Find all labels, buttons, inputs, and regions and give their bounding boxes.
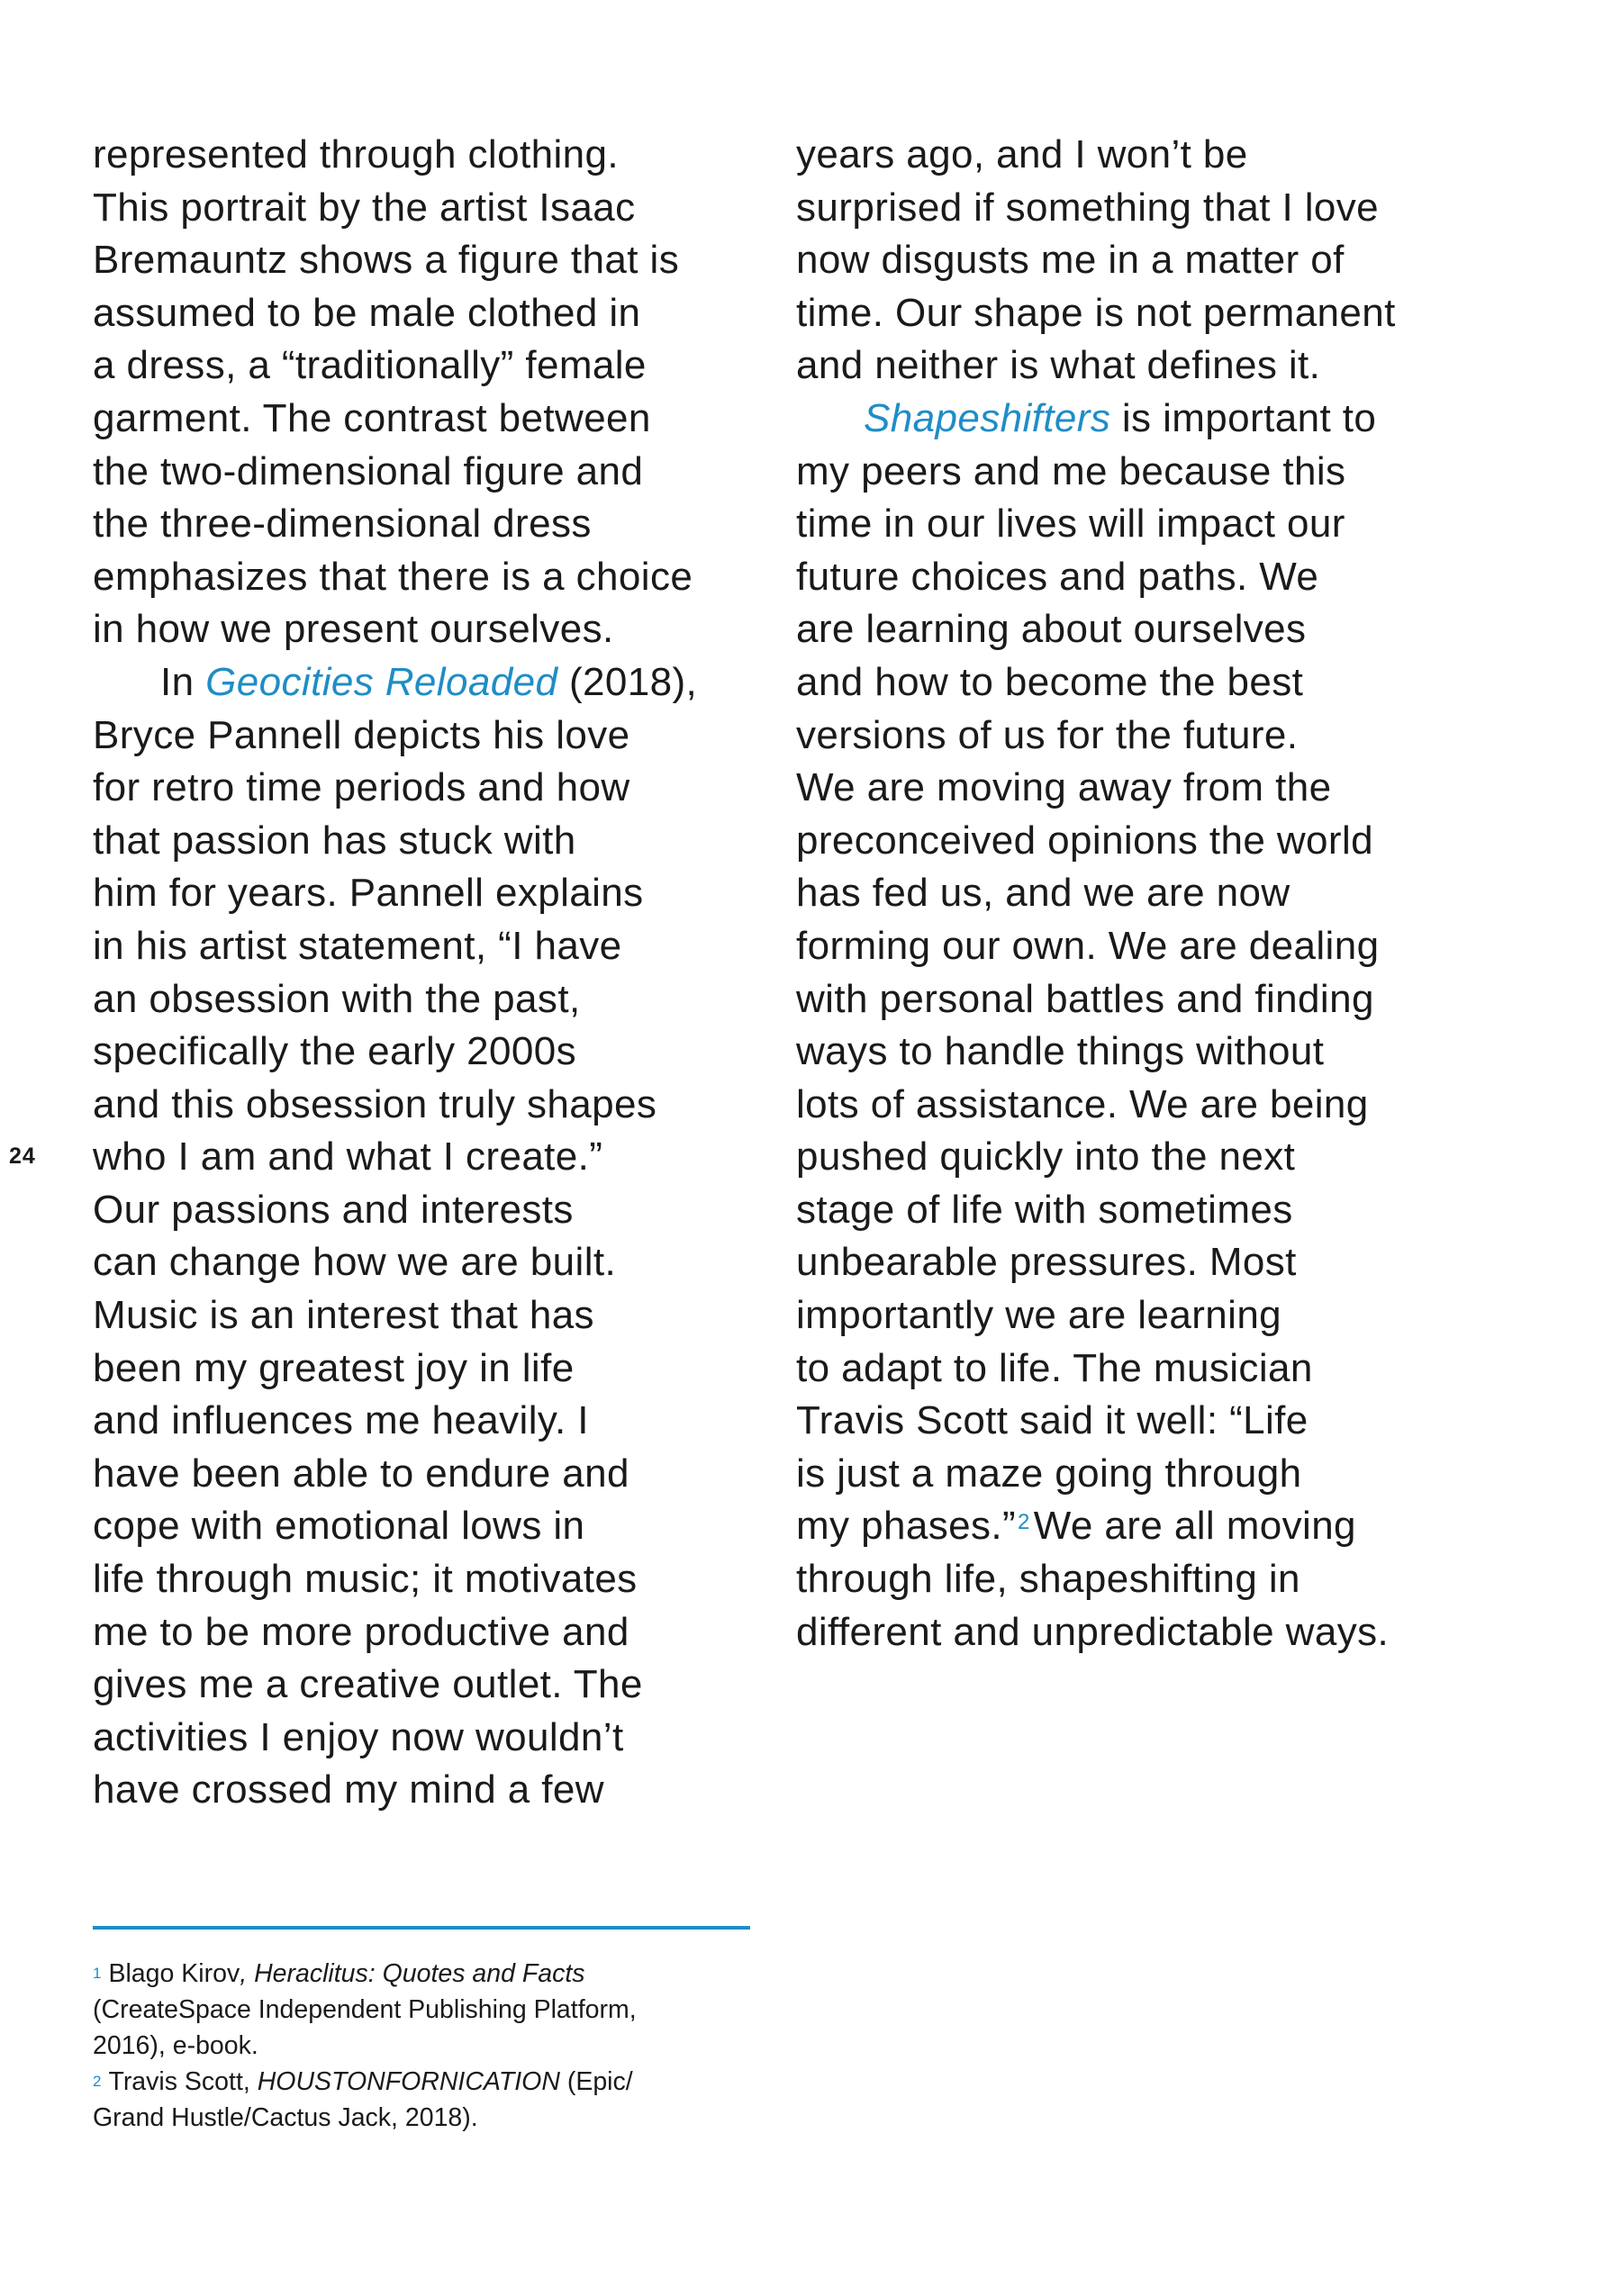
text-fragment: , — [240, 1959, 255, 1988]
text-line: in how we present ourselves. — [93, 607, 614, 652]
text-line: cope with emotional lows in — [93, 1504, 585, 1549]
text-line: are learning about ourselves — [796, 607, 1307, 652]
text-line: versions of us for the future. — [796, 712, 1299, 757]
text-line: We are moving away from the — [796, 765, 1332, 810]
right-column — [796, 129, 1481, 1659]
paragraph-start-line — [93, 656, 759, 710]
footnote-author: Travis Scott, — [108, 2067, 258, 2096]
text-line: have been able to endure and — [93, 1451, 629, 1496]
text-line: for retro time periods and how — [93, 765, 630, 810]
page-number: 24 — [9, 1143, 36, 1169]
text-fragment: We are all moving — [1033, 1504, 1356, 1549]
text-line: the two-dimensional figure and — [93, 448, 644, 493]
footnote-title: HOUSTONFORNICATION — [257, 2067, 560, 2096]
text-line: and influences me heavily. I — [93, 1398, 589, 1443]
paragraph-start-line — [796, 393, 1481, 446]
text-line: different and unpredictable ways. — [796, 1609, 1390, 1654]
text-line: lots of assistance. We are being — [796, 1081, 1369, 1126]
text-fragment: is important to — [1110, 395, 1377, 440]
footnote-title: Heraclitus: Quotes and Facts — [254, 1959, 585, 1988]
text-line: that passion has stuck with — [93, 818, 576, 863]
text-line: Bremauntz shows a figure that is — [93, 238, 680, 283]
footnote-number: 1 — [93, 1965, 102, 1982]
footnotes — [93, 1956, 637, 2136]
text-line: time. Our shape is not permanent — [796, 290, 1396, 335]
footnote-ref-2[interactable]: 2 — [1018, 1510, 1030, 1535]
text-line: This portrait by the artist Isaac — [93, 185, 636, 230]
text-line: pushed quickly into the next — [796, 1134, 1296, 1180]
text-line: gives me a creative outlet. The — [93, 1662, 643, 1707]
footnote-divider — [93, 1926, 750, 1930]
footnote-1 — [93, 1956, 637, 1992]
text-line: my peers and me because this — [796, 448, 1346, 493]
text-line: surprised if something that I love — [796, 185, 1380, 230]
text-line: a dress, a “traditionally” female — [93, 343, 647, 388]
text-line: preconceived opinions the world — [796, 818, 1374, 863]
text-line: Bryce Pannell depicts his love — [93, 712, 630, 757]
text-line: life through music; it motivates — [93, 1557, 638, 1602]
footnote-author: Blago Kirov — [108, 1959, 240, 1988]
text-line: is just a maze going through — [796, 1451, 1302, 1496]
exhibition-title-shapeshifters: Shapeshifters — [864, 395, 1111, 440]
text-line: time in our lives will impact our — [796, 502, 1345, 547]
text-line: stage of life with sometimes — [796, 1187, 1293, 1232]
text-line: represented through clothing. — [93, 132, 619, 176]
text-line: to adapt to life. The musician — [796, 1345, 1313, 1390]
text-line: assumed to be male clothed in — [93, 290, 641, 335]
text-line: have crossed my mind a few — [93, 1767, 604, 1812]
text-line: specifically the early 2000s — [93, 1029, 577, 1074]
text-line: Travis Scott said it well: “Life — [796, 1398, 1309, 1443]
text-line: forming our own. We are dealing — [796, 923, 1380, 968]
text-line: future choices and paths. We — [796, 554, 1319, 599]
text-line: ways to handle things without — [796, 1029, 1325, 1074]
text-line: the three-dimensional dress — [93, 502, 592, 547]
footnote-number: 2 — [93, 2073, 102, 2090]
text-line: can change how we are built. — [93, 1240, 617, 1285]
text-fragment: my phases.” — [796, 1504, 1017, 1549]
footnote-1-line-3: 2016), e-book. — [93, 2031, 258, 2060]
text-line: Music is an interest that has — [93, 1293, 594, 1338]
text-line: now disgusts me in a matter of — [796, 238, 1345, 283]
text-line: activities I enjoy now wouldn’t — [93, 1714, 624, 1759]
text-line: in his artist statement, “I have — [93, 923, 622, 968]
text-line: and how to become the best — [796, 659, 1304, 704]
text-line: emphasizes that there is a choice — [93, 554, 693, 599]
text-line: been my greatest joy in life — [93, 1345, 575, 1390]
text-line: has fed us, and we are now — [796, 871, 1290, 916]
text-line: him for years. Pannell explains — [93, 871, 644, 916]
footnote-1-line-2: (CreateSpace Independent Publishing Platform, — [93, 1995, 637, 2024]
artwork-title-geocities-reloaded: Geocities Reloaded — [205, 659, 558, 704]
text-line: who I am and what I create.” — [93, 1134, 603, 1180]
text-line: an obsession with the past, — [93, 976, 581, 1021]
text-line: Our passions and interests — [93, 1187, 574, 1232]
text-line: years ago, and I won’t be — [796, 132, 1248, 176]
text-line: unbearable pressures. Most — [796, 1240, 1297, 1285]
footnote-2-line-2: Grand Hustle/Cactus Jack, 2018). — [93, 2103, 478, 2132]
footnote-reference-line — [796, 1500, 1481, 1553]
text-fragment: (Epic/ — [559, 2067, 633, 2096]
text-line: through life, shapeshifting in — [796, 1557, 1300, 1602]
text-fragment: (2018), — [557, 659, 698, 704]
text-line: with personal battles and finding — [796, 976, 1374, 1021]
text-line: and this obsession truly shapes — [93, 1081, 657, 1126]
footnote-2 — [93, 2064, 637, 2100]
text-line: and neither is what defines it. — [796, 343, 1321, 388]
text-fragment: In — [160, 659, 206, 704]
text-line: importantly we are learning — [796, 1293, 1282, 1338]
text-line: garment. The contrast between — [93, 395, 651, 440]
left-column — [93, 129, 759, 1817]
text-line: me to be more productive and — [93, 1609, 629, 1654]
